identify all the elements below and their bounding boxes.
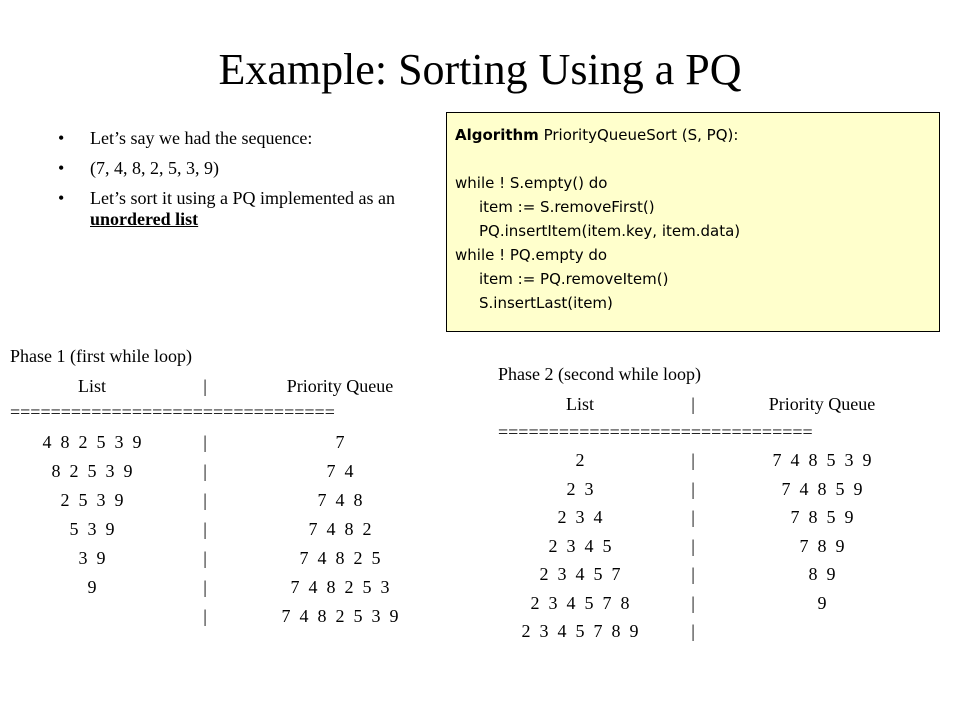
bullet-dot: • [58, 188, 65, 208]
phase1-cell-sep: | [203, 606, 207, 626]
bullet-text: Let’s say we had the sequence: [90, 128, 313, 148]
phase1-cell-list: 8 2 5 3 9 [51, 461, 133, 481]
algorithm-keyword: Algorithm [455, 126, 539, 144]
phase2-cell-list: 2 3 4 5 [548, 535, 612, 556]
phase2-cell-sep: | [691, 621, 695, 641]
algorithm-header [455, 123, 931, 147]
phase1-cell-sep: | [203, 548, 207, 568]
phase1-cell-pq: 7 4 8 2 5 [299, 548, 381, 568]
phase2-rule: =============================== [498, 422, 813, 442]
phase2-cell-pq: 8 9 [808, 564, 836, 584]
phase1-cell-sep: | [203, 519, 207, 539]
phase2-cell-pq: 9 [817, 592, 827, 613]
algorithm-line: S.insertLast(item) [479, 294, 613, 312]
phase1-cell-pq: 7 4 8 [317, 490, 363, 510]
phase1-cell-pq: 7 4 8 2 5 3 9 [281, 606, 399, 626]
bullet-list [58, 128, 438, 239]
phase2-cell-sep: | [691, 507, 695, 527]
phase1-title: Phase 1 (first while loop) [10, 346, 192, 366]
phase2-cell-sep: | [691, 478, 695, 499]
slide-title: Example: Sorting Using a PQ [218, 45, 742, 94]
bullet-item [58, 188, 438, 230]
phase1-col-sep: | [203, 376, 207, 396]
phase1-cell-sep: | [203, 461, 207, 481]
phase1-cell-sep: | [203, 577, 207, 597]
phase1-cell-pq: 7 4 8 2 5 3 [290, 577, 390, 597]
phase2-cell-sep: | [691, 592, 695, 613]
phase2-col-list: List [565, 394, 594, 414]
phase1-cell-pq: 7 [335, 432, 345, 452]
phase2-cell-sep: | [691, 450, 695, 470]
phase2-title: Phase 2 (second while loop) [498, 364, 701, 384]
phase1-col-list: List [77, 376, 106, 396]
phase2-cell-list: 2 3 4 5 7 [539, 564, 621, 584]
algorithm-box [446, 112, 940, 332]
bullet-emphasis: unordered list [90, 209, 199, 229]
phase2-col-sep: | [691, 394, 695, 414]
phase2-cell-list: 2 [575, 450, 585, 470]
phase2-cell-pq: 7 4 8 5 3 9 [772, 450, 872, 470]
phase2-cell-pq: 7 8 9 [799, 535, 845, 556]
phase2-col-pq: Priority Queue [768, 394, 876, 414]
bullet-item [58, 128, 438, 149]
algorithm-line: item := PQ.removeItem() [479, 270, 669, 288]
phase1-cell-list: 9 [87, 577, 97, 597]
bullet-text: (7, 4, 8, 2, 5, 3, 9) [90, 158, 219, 178]
algorithm-line: item := S.removeFirst() [479, 198, 655, 216]
phase1-cell-sep: | [203, 490, 207, 510]
phase2-cell-list: 2 3 [566, 478, 594, 499]
phase1-cell-list: 2 5 3 9 [60, 490, 124, 510]
bullet-text: Let’s sort it using a PQ implemented as an [90, 188, 395, 208]
phase1-cell-pq: 7 4 [326, 461, 354, 481]
algorithm-line: while ! PQ.empty do [455, 246, 608, 264]
phase2-cell-sep: | [691, 535, 695, 556]
phase2-cell-list: 2 3 4 5 7 8 [530, 592, 630, 613]
phase1-cell-sep: | [203, 432, 207, 452]
bullet-item [58, 158, 438, 179]
algorithm-blank-line [455, 147, 931, 171]
phase1-table [10, 346, 450, 636]
phase2-cell-list: 2 3 4 5 7 8 9 [521, 621, 639, 641]
phase2-table [498, 364, 938, 654]
algorithm-line: while ! S.empty() do [455, 174, 608, 192]
algorithm-line: PQ.insertItem(item.key, item.data) [479, 222, 741, 240]
phase2-cell-pq: 7 8 5 9 [790, 507, 854, 527]
phase1-rule: ================================ [10, 402, 335, 422]
bullet-dot: • [58, 128, 65, 148]
phase1-cell-list: 3 9 [78, 548, 106, 568]
phase1-cell-list: 4 8 2 5 3 9 [42, 432, 142, 452]
phase1-cell-pq: 7 4 8 2 [308, 519, 372, 539]
phase2-cell-pq: 7 4 8 5 9 [781, 478, 863, 499]
bullet-dot: • [58, 158, 65, 178]
phase2-cell-sep: | [691, 564, 695, 584]
phase2-cell-list: 2 3 4 [557, 507, 603, 527]
phase1-col-pq: Priority Queue [286, 376, 394, 396]
phase1-cell-list: 5 3 9 [69, 519, 115, 539]
algorithm-signature: PriorityQueueSort (S, PQ): [538, 126, 739, 144]
